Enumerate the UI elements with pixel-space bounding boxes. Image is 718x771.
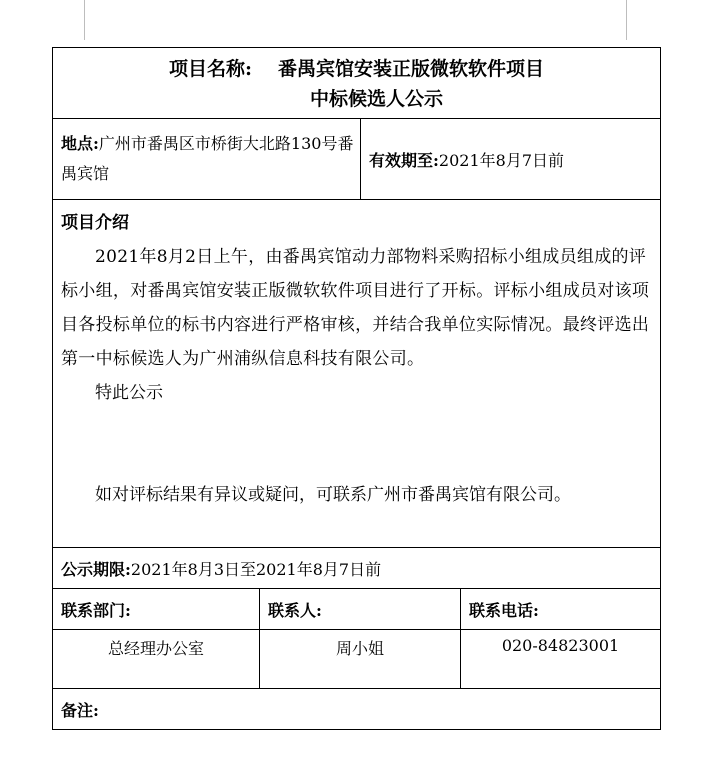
announcement-table <box>52 47 661 730</box>
location-value: 广州市番禺区市桥街大北路130号番禺宾馆 <box>61 134 354 183</box>
phone-value: 020-84823001 <box>461 630 661 689</box>
period-cell <box>53 548 661 589</box>
contact-note: 如对评标结果有异议或疑问，可联系广州市番禺宾馆有限公司。 <box>95 485 571 505</box>
special-notice: 特此公示 <box>95 383 163 403</box>
location-cell <box>53 119 361 200</box>
location-label: 地点: <box>61 134 99 153</box>
dept-value: 总经理办公室 <box>53 630 260 689</box>
period-value: 2021年8月3日至2021年8月7日前 <box>130 559 382 579</box>
note-label: 备注: <box>53 689 661 730</box>
validity-value: 2021年8月7日前 <box>438 150 565 170</box>
spacer <box>61 410 656 478</box>
validity-label: 有效期至: <box>369 150 439 170</box>
period-label: 公示期限: <box>61 559 131 579</box>
page-title: 中标候选人公示 <box>310 88 444 110</box>
project-name-label: 项目名称: <box>169 58 253 80</box>
person-value: 周小姐 <box>260 630 461 689</box>
person-label: 联系人: <box>260 589 461 630</box>
title-cell <box>53 48 661 119</box>
phone-label: 联系电话: <box>461 589 661 630</box>
crop-mark <box>84 0 85 40</box>
intro-heading: 项目介绍 <box>61 213 129 233</box>
validity-cell <box>361 119 661 200</box>
intro-cell <box>53 200 661 548</box>
intro-paragraph: 2021年8月2日上午，由番禺宾馆动力部物料采购招标小组成员组成的评标小组，对番禺宾馆安装正版微软软件项目进行了开标。评标小组成员对该项目各投标单位的标书内容进行严格审核，并结合我单位实际情况。最终评选出第一中标候选人为广州浦纵信息科技有限公司。 <box>61 247 650 369</box>
project-name: 番禺宾馆安装正版微软软件项目 <box>278 58 545 80</box>
crop-mark <box>626 0 627 40</box>
dept-label: 联系部门: <box>53 589 260 630</box>
title-line <box>53 52 660 84</box>
